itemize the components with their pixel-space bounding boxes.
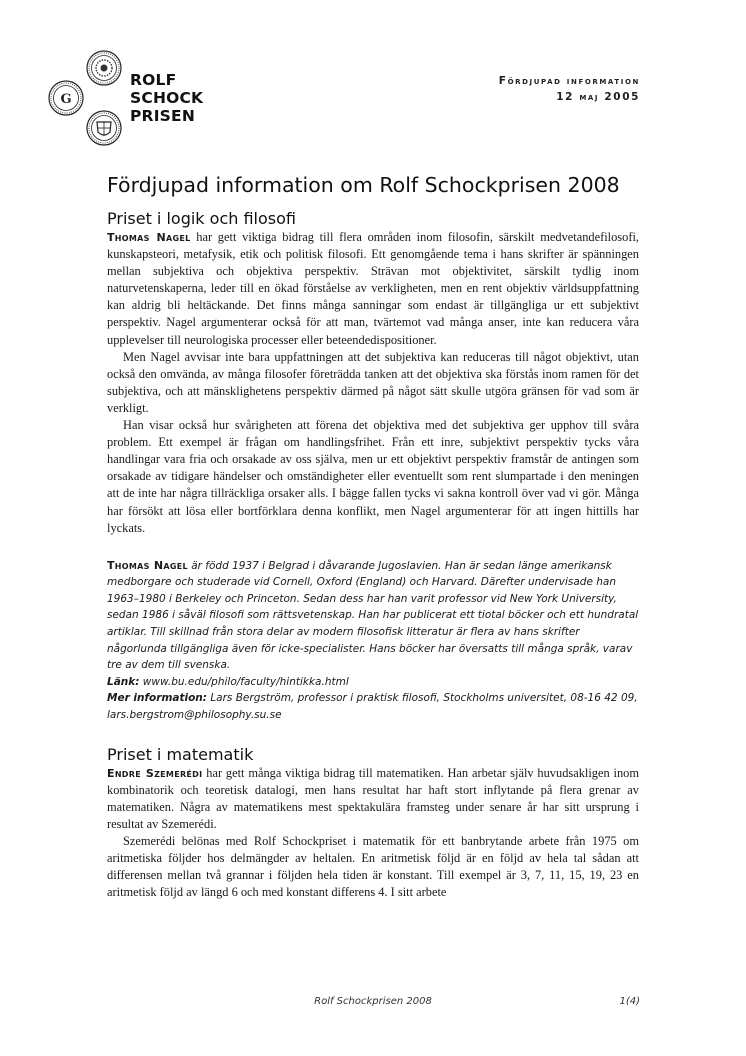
link-line: [107, 674, 639, 691]
paragraph: Han visar också hur svårigheten att förena det objektiva med det subjektiva ger upphov till svåra problem. Ett exempel är frågan om handlingsfrihet. Från ett inre, subjektivt perspektiv tycks våra handlingar vara fria och orsakade av oss själva, men ur ett objektivt perspektiv framstår de antingen som orsakade av tidigare händelser och omständigheter eller eventuellt som rent slumpartade i den meningen att de inte har några tillräckliga orsaker alls. I bägge fallen tycks vi sakna kontroll över vad vi gör. Många har försökt att lösa eller bortförklara denna konflikt, men Nagel argumenterar för att ingen hittills har lyckats.: [107, 418, 639, 535]
bio-block: [107, 558, 639, 724]
header-doc-type: Fördjupad information: [498, 75, 640, 87]
paragraph: [107, 765, 639, 833]
footer-title: Rolf Schockprisen 2008: [314, 996, 432, 1007]
paragraph-text: har gett många viktiga bidrag till matematiken. Han arbetar själv huvudsakligen inom kombinatorik och teoretisk datalogi, men hans resultat har haft stort inflytande på flera grenar av matematiken. Några av matematikens mest spektakulära framsteg under senare år har sitt ursprung i resultat av Szemerédi.: [107, 765, 639, 831]
logo-line-3: PRISEN: [130, 107, 195, 125]
link-url[interactable]: www.bu.edu/philo/faculty/hintikka.html: [139, 675, 349, 688]
bio-body: är född 1937 i Belgrad i dåvarande Jugoslavien. Han är sedan länge amerikansk medborgare och studerade vid Cornell, Oxford (England) och Harvard. Därefter undervisade han 1963–1980 i Berkeley och Princeton. Sedan dess har han varit professor vid New York University, sedan 1986 i såväl filosofi som rättsvetenskap. Han har publicerat ett tiotal böcker och ett hundratal artiklar. Till skillnad från stora delar av modern filosofisk litteratur är flera av hans skrifter någorlunda tillgängliga även för icke-specialister. Hans böcker har översatts till många språk, varav tre av dem till svenska.: [107, 559, 639, 672]
logo-line-2: SCHOCK: [130, 89, 204, 107]
person-name: Endre Szemerédi: [107, 766, 203, 780]
section-heading-logic: Priset i logik och filosofi: [107, 209, 296, 228]
bio-text: [107, 558, 639, 674]
link-label: Länk:: [107, 675, 140, 688]
svg-text:G: G: [60, 92, 72, 107]
paragraph-text: har gett viktiga bidrag till flera områden inom filosofin, särskilt medvetandefilosofi, kunskapsteori, metafysik, etik och politisk filosofi. Ett genomgående tema i hans skrifter är spänningen mellan subjektiva och objektiva perspektiv. Strävan mot objektivitet, särskilt tydlig inom naturvetenskaperna, leder till en ökad förståelse av verkligheten, men en rent objektiv världsuppfattning kan aldrig bli heltäckande. Det finns många sanningar som endast är tillgängliga ur ett subjektivt perspektiv. Nagel argumenterar också för att man, tvärtemot vad många anser, inte kan reducera våra upplevelser till neurologiska processer eller beteendedispositioner.: [107, 230, 639, 347]
header-info: [499, 73, 640, 105]
logo-line-1: ROLF: [130, 71, 177, 89]
more-info-line: [107, 690, 639, 723]
seals-icon: [46, 48, 130, 148]
header-date: 12 maj 2005: [556, 91, 640, 103]
seal-left-icon: [49, 81, 83, 115]
more-info-label: Mer information:: [107, 692, 207, 705]
paragraph: Szemerédi belönas med Rolf Schockpriset i matematik för ett banbrytande arbete från 1975 om aritmetiska följder hos delmängder av heltalen. En aritmetisk följd är en följd av hela tal sådan att differensen mellan två grannar i följden hela tiden är konstant. Till exempel är 3, 7, 11, 15, 19, 23 en aritmetisk följd av längd 6 och med konstant differens 4. I sitt arbete: [107, 834, 639, 900]
main-content: [107, 172, 639, 901]
more-info-text: Lars Bergström, professor i praktisk filosofi, Stockholms universitet, 08-16 42 09, lars.bergstrom@philosophy.su.se: [107, 692, 638, 722]
logo: [46, 48, 206, 148]
person-name: Thomas Nagel: [107, 231, 191, 244]
page-number: 1(4): [619, 996, 640, 1007]
paragraph: [107, 229, 639, 349]
logo-text: [130, 71, 203, 125]
seal-bottom-icon: [87, 111, 121, 145]
section-heading-math: Priset i matematik: [107, 744, 254, 764]
paragraph: Men Nagel avvisar inte bara uppfattningen att det subjektiva kan reduceras till något objektivt, utan också den omvända, av många filosofer företrädda tanken att det objektiva ska förstås inom ramen för det subjektiva, och att mänsklighetens perspektiv därmed på något sätt skulle utgöra gränsen för vad som är verkligt.: [107, 349, 639, 415]
seal-top-icon: [87, 51, 121, 85]
page-title: Fördjupad information om Rolf Schockprisen 2008: [107, 173, 620, 197]
bio-person-name: Thomas Nagel: [107, 558, 188, 572]
